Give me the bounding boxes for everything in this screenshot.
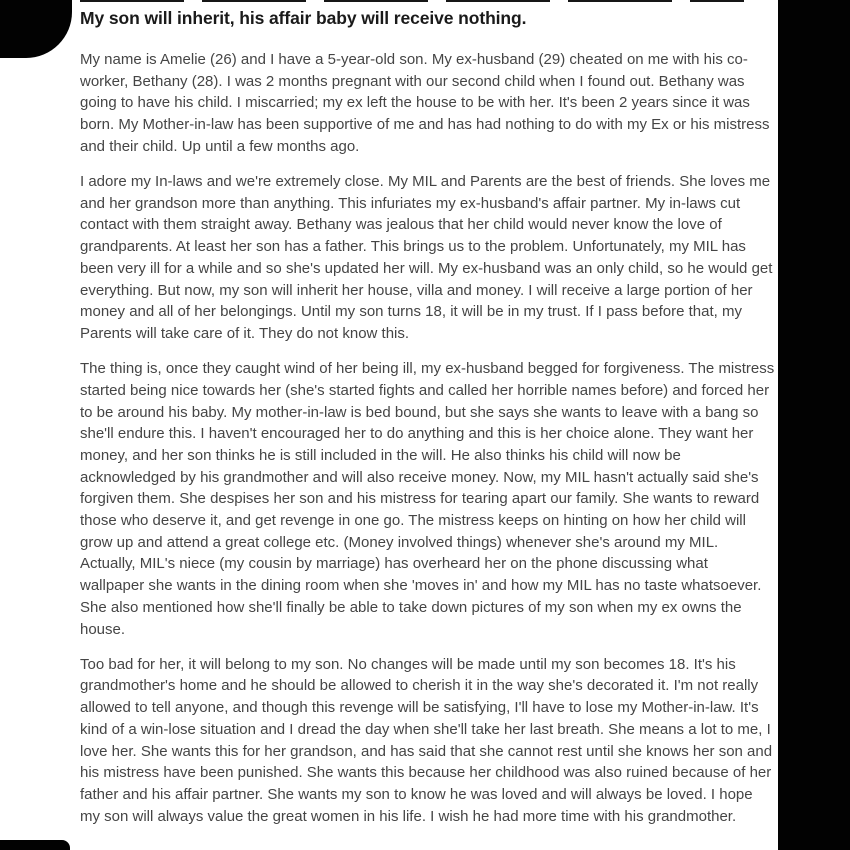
post-title: My son will inherit, his affair baby will receive nothing.	[80, 8, 527, 28]
letterbox-right-bar	[778, 0, 850, 850]
post-paragraph-1: My name is Amelie (26) and I have a 5-year-old son. My ex-husband (29) cheated on me with his co-worker, Bethany (28). I was 2 months pregnant with our second child when I found out. Bethany was going to have his child. I miscarried; my ex left the house to be with her. It's been 2 years since it was born. My Mother-in-law has been supportive of me and has had nothing to do with my Ex or his mistress and their child. Up until a few months ago.	[80, 51, 770, 155]
post-paragraph-2: I adore my In-laws and we're extremely close. My MIL and Parents are the best of friends. She loves me and her grandson more than anything. This infuriates my ex-husband's affair partner. My in-laws cut contact with them straight away. Bethany was jealous that her child would never know the love of grandparents. At least her son has a father. This brings us to the problem. Unfortunately, my MIL has been very ill for a while and so she's updated her will. My ex-husband was an only child, so he would get everything. But now, my son will inherit her house, villa and money. I will receive a large portion of her money and all of her belongings. Until my son turns 18, it will be in my trust. If I pass before that, my Parents will take care of it. They do not know this.	[80, 173, 773, 342]
cropped-text-remnant	[80, 0, 744, 2]
post-paragraph-3: The thing is, once they caught wind of her being ill, my ex-husband begged for forgiveness. The mistress started being nice towards her (she's started fights and called her horrible names before) and forced her to be around his baby. My mother-in-law is bed bound, but she says she wants to leave with a bang so she'll endure this. I haven't encouraged her to do anything and this is her choice alone. They want her money, and her son thinks he is still included in the will. He also thinks his child will now be acknowledged by his grandmother and will also receive money. Now, my MIL hasn't actually said she's forgiven them. She despises her son and his mistress for tearing apart our family. She wants to reward those who deserve it, and get revenge in one go. The mistress keeps on hinting on how her child will grow up and attend a great college etc. (Money involved things) whenever she's around my MIL. Actually, MIL's niece (my cousin by marriage) has overheard her on the phone discussing what wallpaper she wants in the dining room when she 'moves in' and how my MIL has no taste whatsoever. She also mentioned how she'll finally be able to take down pictures of my son when my ex owns the house.	[80, 360, 775, 638]
post-paragraph-4: Too bad for her, it will belong to my son. No changes will be made until my son becomes 18. It's his grandmother's home and he should be allowed to cherish it in the way she's decorated it. I'm not really allowed to tell anyone, and though this revenge will be satisfying, I'll have to lose my Mother-in-law. It's kind of a win-lose situation and I dread the day when she'll take her last breath. She means a lot to me, I love her. She wants this for her grandson, and has said that she cannot rest until she knows her son and his mistress have been punished. She wants this because her childhood was also ruined because of her father and his affair partner. She wants my son to know he was loved and will always be loved. I hope my son will always value the great women in his life. I wish he had more time with his grandmother.	[80, 655, 773, 825]
crop-corner-bottom-left	[0, 840, 70, 850]
